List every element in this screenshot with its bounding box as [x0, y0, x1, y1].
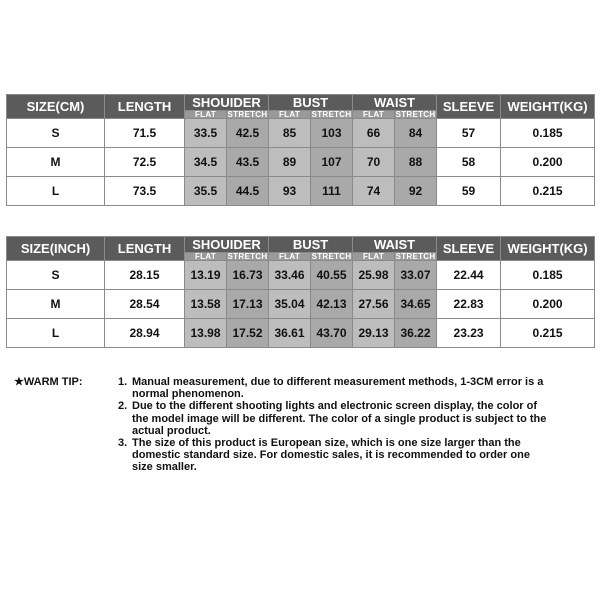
table-header-row: [7, 95, 595, 111]
header-waist: WAIST: [353, 95, 437, 111]
cell-length: 28.54: [105, 290, 185, 319]
cell-length: 28.94: [105, 319, 185, 348]
header-sleeve: SLEEVE: [437, 237, 501, 261]
cell-size: S: [7, 261, 105, 290]
cell-bust-stretch: 42.13: [311, 290, 353, 319]
cell-shoulder-flat: 35.5: [185, 177, 227, 206]
cell-size: L: [7, 319, 105, 348]
cell-shoulder-stretch: 44.5: [227, 177, 269, 206]
table-header-row: [7, 237, 595, 253]
cell-weight: 0.185: [501, 119, 595, 148]
subheader-shoulder-stretch: STRETCH: [227, 110, 268, 119]
cell-waist-stretch: 84: [395, 119, 437, 148]
cell-bust-flat: 33.46: [269, 261, 311, 290]
cell-shoulder-flat: 13.58: [185, 290, 227, 319]
cell-sleeve: 22.44: [437, 261, 501, 290]
warm-tip-number: 2.: [118, 400, 128, 413]
cell-waist-stretch: 36.22: [395, 319, 437, 348]
warm-tip-text: Manual measurement, due to different measurement methods, 1-3CM error is a normal phenomenon.: [132, 376, 544, 401]
header-waist: WAIST: [353, 237, 437, 253]
header-bust: BUST: [269, 237, 353, 253]
table-row: [7, 261, 595, 290]
cell-bust-stretch: 103: [311, 119, 353, 148]
cell-weight: 0.185: [501, 261, 595, 290]
header-size: SIZE(INCH): [7, 237, 105, 261]
subheader-shoulder-flat: FLAT: [185, 253, 227, 261]
subheader-waist-flat: FLAT: [353, 253, 395, 261]
warm-tip-item: [118, 400, 548, 437]
cell-bust-stretch: 111: [311, 177, 353, 206]
cell-weight: 0.215: [501, 177, 595, 206]
header-weight: WEIGHT(KG): [501, 95, 595, 119]
subheader-shoulder-flat: FLAT: [185, 111, 227, 119]
subheader-waist-flat: FLAT: [353, 111, 395, 119]
subheader-waist-stretch: STRETCH: [395, 110, 436, 119]
size-table-inch: [6, 236, 595, 348]
header-weight: WEIGHT(KG): [501, 237, 595, 261]
warm-tip-list: [118, 376, 548, 474]
warm-tip-item: [118, 376, 548, 400]
cell-bust-flat: 36.61: [269, 319, 311, 348]
cell-shoulder-stretch: 16.73: [227, 261, 269, 290]
cell-bust-flat: 89: [269, 148, 311, 177]
cell-weight: 0.215: [501, 319, 595, 348]
cell-waist-stretch: 92: [395, 177, 437, 206]
warm-tip-item: [118, 437, 548, 474]
subheader-waist-stretch: STRETCH: [395, 252, 436, 261]
cell-waist-stretch: 34.65: [395, 290, 437, 319]
cell-sleeve: 57: [437, 119, 501, 148]
cell-shoulder-stretch: 43.5: [227, 148, 269, 177]
cell-waist-flat: 66: [353, 119, 395, 148]
cell-size: M: [7, 148, 105, 177]
cell-length: 73.5: [105, 177, 185, 206]
header-shoulder: SHOUIDER: [185, 95, 269, 111]
cell-weight: 0.200: [501, 148, 595, 177]
table-row: [7, 119, 595, 148]
cell-size: L: [7, 177, 105, 206]
cell-waist-flat: 27.56: [353, 290, 395, 319]
header-sleeve: SLEEVE: [437, 95, 501, 119]
cell-waist-stretch: 33.07: [395, 261, 437, 290]
table-row: [7, 177, 595, 206]
cell-bust-stretch: 40.55: [311, 261, 353, 290]
header-bust: BUST: [269, 95, 353, 111]
cell-shoulder-stretch: 17.13: [227, 290, 269, 319]
table-row: [7, 319, 595, 348]
cell-waist-stretch: 88: [395, 148, 437, 177]
size-table-cm: [6, 94, 595, 206]
warm-tip-text: Due to the different shooting lights and electronic screen display, the color of the model image will be different. The color of a single product is subject to the actual product.: [132, 400, 547, 437]
cell-bust-stretch: 107: [311, 148, 353, 177]
table-row: [7, 290, 595, 319]
header-length: LENGTH: [105, 237, 185, 261]
subheader-shoulder-stretch: STRETCH: [227, 252, 268, 261]
cell-size: S: [7, 119, 105, 148]
cell-waist-flat: 70: [353, 148, 395, 177]
cell-shoulder-flat: 34.5: [185, 148, 227, 177]
cell-bust-stretch: 43.70: [311, 319, 353, 348]
cell-bust-flat: 85: [269, 119, 311, 148]
cell-shoulder-flat: 13.98: [185, 319, 227, 348]
cell-bust-flat: 35.04: [269, 290, 311, 319]
cell-shoulder-stretch: 17.52: [227, 319, 269, 348]
table-row: [7, 148, 595, 177]
subheader-bust-stretch: STRETCH: [311, 110, 352, 119]
warm-tip-number: 1.: [118, 376, 128, 388]
cell-shoulder-flat: 13.19: [185, 261, 227, 290]
cell-sleeve: 22.83: [437, 290, 501, 319]
cell-length: 28.15: [105, 261, 185, 290]
header-shoulder: SHOUIDER: [185, 237, 269, 253]
subheader-bust-flat: FLAT: [269, 111, 311, 119]
cell-sleeve: 58: [437, 148, 501, 177]
cell-waist-flat: 25.98: [353, 261, 395, 290]
cell-sleeve: 23.23: [437, 319, 501, 348]
cell-shoulder-flat: 33.5: [185, 119, 227, 148]
cell-bust-flat: 93: [269, 177, 311, 206]
cell-shoulder-stretch: 42.5: [227, 119, 269, 148]
header-size: SIZE(CM): [7, 95, 105, 119]
cell-waist-flat: 29.13: [353, 319, 395, 348]
cell-length: 71.5: [105, 119, 185, 148]
cell-weight: 0.200: [501, 290, 595, 319]
warm-tip-text: The size of this product is European size, which is one size larger than the domestic standard size. For domestic sales, it is recommended to order one size smaller.: [132, 437, 530, 474]
cell-length: 72.5: [105, 148, 185, 177]
subheader-bust-stretch: STRETCH: [311, 252, 352, 261]
header-length: LENGTH: [105, 95, 185, 119]
subheader-bust-flat: FLAT: [269, 253, 311, 261]
cell-size: M: [7, 290, 105, 319]
warm-tip-label: ★WARM TIP:: [14, 376, 83, 388]
cell-sleeve: 59: [437, 177, 501, 206]
cell-waist-flat: 74: [353, 177, 395, 206]
warm-tip-number: 3.: [118, 437, 128, 450]
